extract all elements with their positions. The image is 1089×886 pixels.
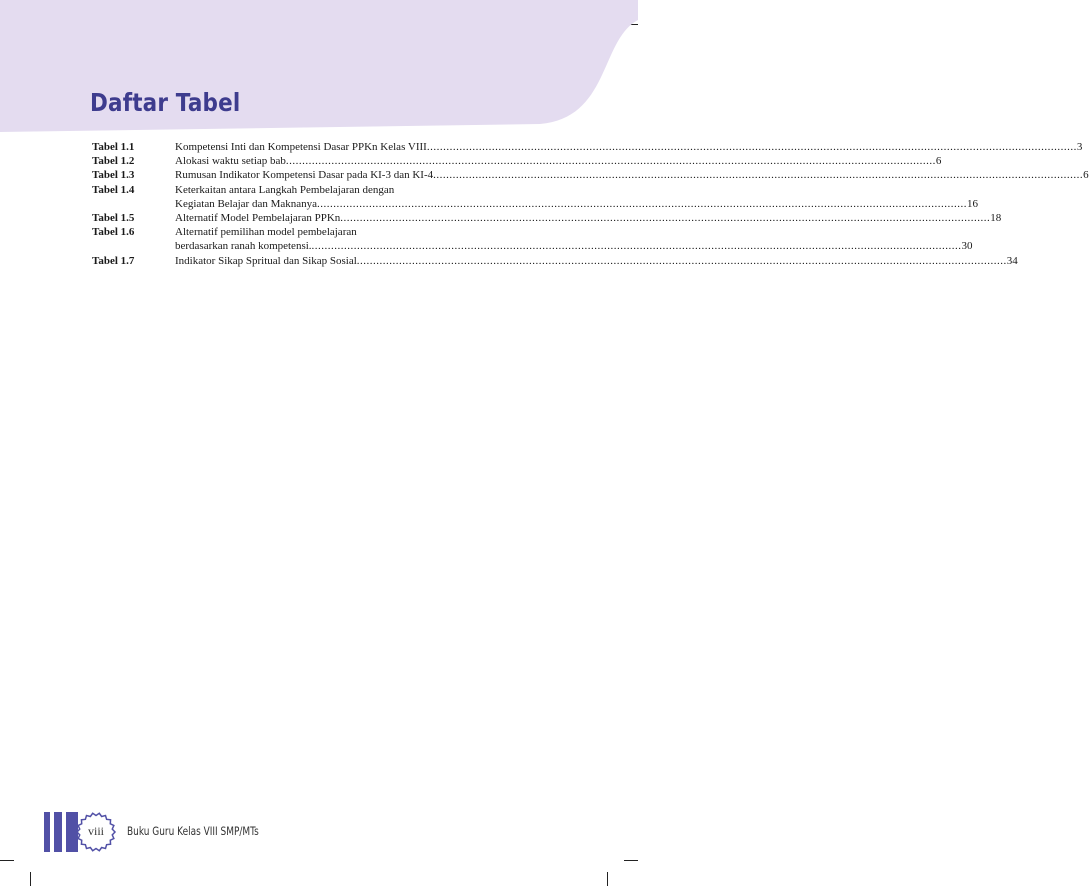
toc-page-number: 34 [1006, 254, 1018, 267]
toc-leader-dots: ........................................................................................................................................................................................................ [317, 197, 968, 210]
toc-line [175, 211, 1001, 225]
toc-leader-dots: ........................................................................................................................................................................................................ [285, 155, 936, 168]
toc-entry-title: Kegiatan Belajar dan Maknanya [175, 197, 318, 210]
toc-page-number: 3 [1076, 141, 1083, 153]
table-list [92, 140, 1089, 268]
toc-entry-title: Indikator Sikap Spritual dan Sikap Sosial [175, 254, 357, 267]
toc-entry-title: Kompetensi Inti dan Kompetensi Dasar PPKn Kelas VIII [175, 141, 427, 153]
toc-row[interactable] [92, 168, 1089, 182]
toc-entry [175, 140, 1082, 154]
toc-entry-title: berdasarkan ranah kompetensi. [175, 240, 312, 253]
toc-page-number: 18 [990, 212, 1002, 225]
toc-leader-dots: ........................................................................................................................................................................................................ [433, 169, 1084, 182]
toc-entry-title: Rumusan Indikator Kompetensi Dasar pada KI-3 dan KI-4 [175, 169, 434, 182]
toc-row[interactable] [92, 225, 973, 253]
footer-stripe [54, 812, 62, 852]
toc-leader-dots: ........................................................................................................................................................................................................ [340, 212, 991, 225]
footer-stripe [44, 812, 50, 852]
toc-table-number: Tabel 1.5 [92, 212, 135, 225]
toc-table-number: Tabel 1.1 [92, 141, 135, 153]
toc-table-number: Tabel 1.3 [92, 169, 135, 182]
toc-entry [175, 254, 1018, 268]
header-band [0, 0, 638, 140]
toc-line [175, 183, 978, 197]
toc-table-number: Tabel 1.2 [92, 155, 135, 168]
toc-entry-title: Keterkaitan antara Langkah Pembelajaran dengan [175, 183, 395, 196]
page-title: Daftar Tabel [90, 88, 241, 117]
toc-entry-title: Alternatif Model Pembelajaran PPKn [175, 212, 341, 225]
toc-row[interactable] [92, 211, 1002, 225]
toc-row[interactable] [92, 154, 942, 168]
toc-entry [175, 211, 1001, 225]
toc-entry-title: Alokasi waktu setiap bab [175, 155, 286, 168]
toc-leader-dots: ........................................................................................................................................................................................................ [356, 254, 1007, 267]
toc-entry [175, 225, 973, 253]
crop-mark [0, 860, 14, 861]
toc-line [175, 168, 1089, 182]
toc-table-number: Tabel 1.6 [92, 226, 135, 239]
toc-line [175, 140, 1082, 154]
toc-row[interactable] [92, 183, 979, 211]
crop-mark [624, 860, 638, 861]
toc-table-number: Tabel 1.7 [92, 254, 135, 267]
toc-line [175, 254, 1018, 268]
page-number: viii [87, 824, 104, 838]
crop-mark [30, 872, 31, 886]
toc-line [175, 239, 973, 253]
toc-line [175, 225, 973, 239]
toc-entry-title: Alternatif pemilihan model pembelajaran [175, 226, 357, 239]
toc-line [175, 154, 941, 168]
toc-leader-dots: ........................................................................................................................................................................................................ [426, 141, 1077, 153]
toc-page-number: 6 [1083, 169, 1089, 182]
toc-line [175, 197, 978, 211]
toc-page-number: 30 [961, 240, 973, 253]
toc-leader-dots: ........................................................................................................................................................................................................ [311, 240, 962, 253]
toc-entry [175, 183, 978, 211]
toc-page-number: 16 [967, 197, 979, 210]
toc-table-number: Tabel 1.4 [92, 183, 135, 196]
toc-entry [175, 154, 941, 168]
toc-row[interactable] [92, 254, 1018, 268]
toc-entry [175, 168, 1089, 182]
book-title: Buku Guru Kelas VIII SMP/MTs [127, 824, 259, 838]
crop-mark [607, 872, 608, 886]
toc-row[interactable] [92, 140, 1083, 154]
toc-page-number: 6 [935, 155, 942, 168]
